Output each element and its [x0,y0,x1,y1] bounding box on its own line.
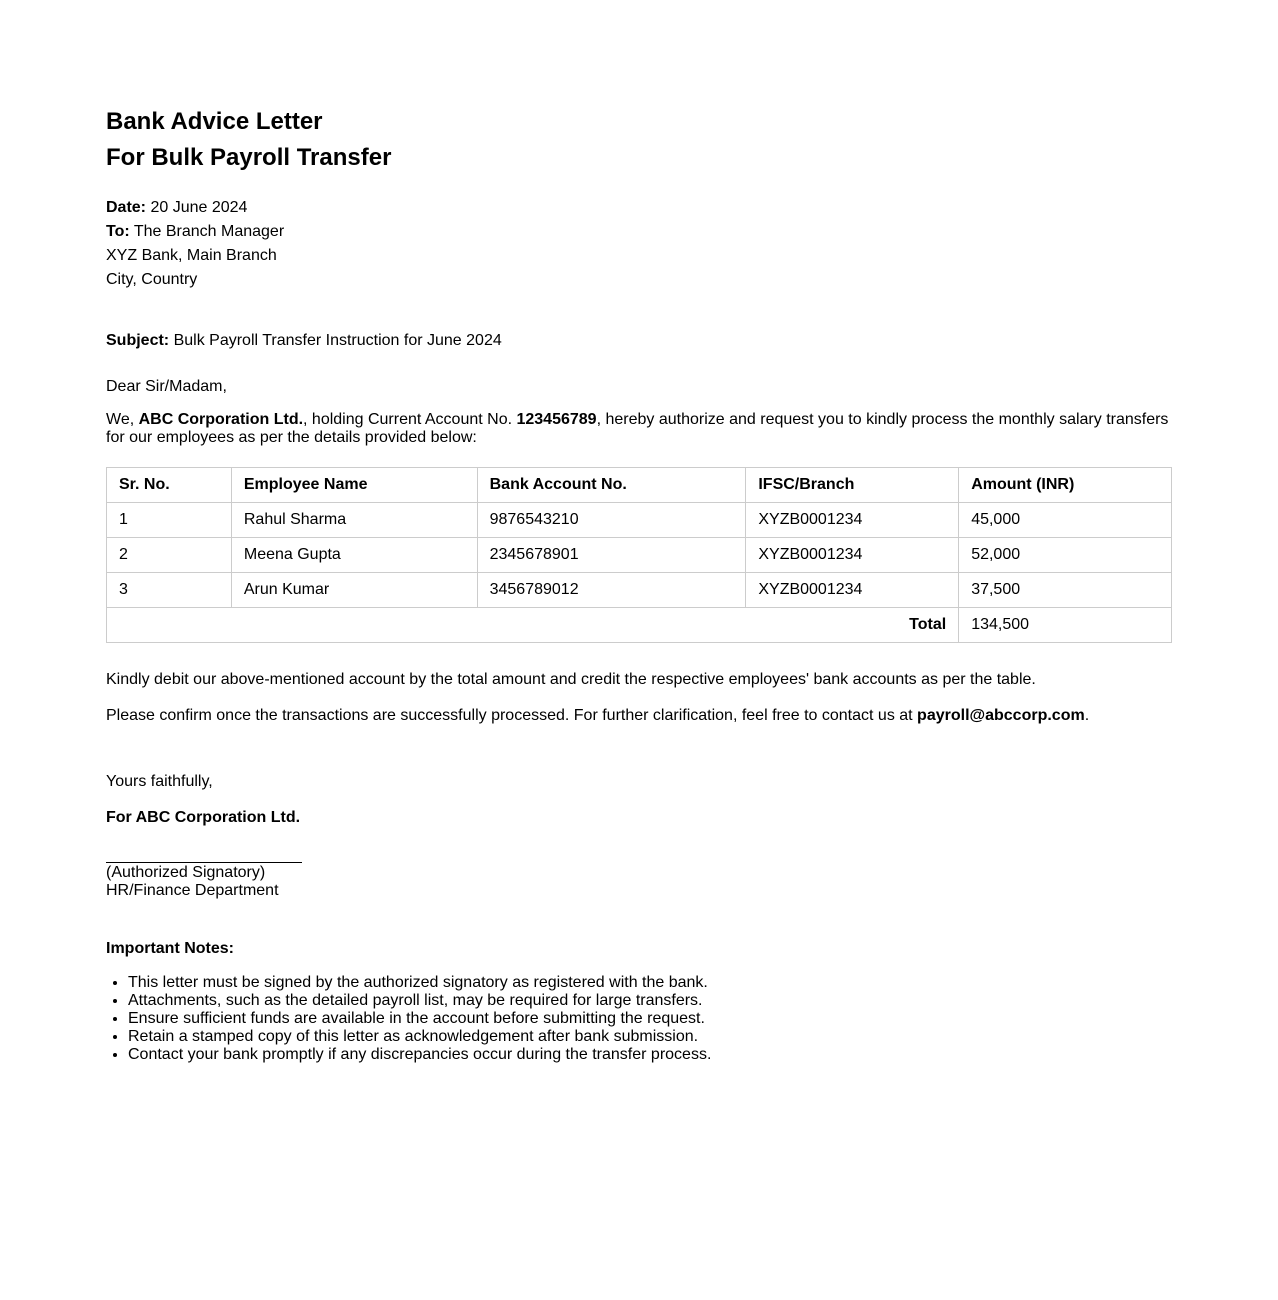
title-line-2: For Bulk Payroll Transfer [106,144,392,171]
cell-ifsc: XYZB0001234 [746,573,959,608]
date-label: Date: [106,199,147,216]
list-item: • Retain a stamped copy of this letter as acknowledgement after bank submission. [128,1028,1172,1046]
cell-bank-account: 2345678901 [477,538,746,573]
confirm-text: Please confirm once the transactions are successfully processed. For further clarification, feel free to contact us at [106,707,918,724]
cell-sr-no: 1 [107,503,232,538]
list-item: • Ensure sufficient funds are available in the account before submitting the request. [128,1010,1172,1028]
bank-line: XYZ Bank, Main Branch [106,247,277,264]
cell-sr-no: 2 [107,538,232,573]
cell-sr-no: 3 [107,573,232,608]
subject-label: Subject: [106,332,170,349]
date-line [106,196,1172,220]
title-line-1: Bank Advice Letter [106,108,323,135]
city-line: City, Country [106,271,198,288]
letter-meta [106,196,1172,292]
cell-employee-name: Arun Kumar [231,573,477,608]
cell-employee-name: Meena Gupta [231,538,477,573]
contact-email: payroll@abccorp.com [917,707,1085,724]
cell-amount: 45,000 [959,503,1172,538]
for-company: For ABC Corporation Ltd. [106,809,301,826]
table-row [107,503,1172,538]
cell-amount: 37,500 [959,573,1172,608]
table-header-row [107,468,1172,503]
table-row [107,538,1172,573]
list-item: • This letter must be signed by the authorized signatory as registered with the bank. [128,974,1172,992]
header-amount: Amount (INR) [959,468,1172,503]
intro-text-1: We, [106,411,139,428]
date-value: 20 June 2024 [150,199,248,216]
confirm-end: . [1084,707,1090,724]
to-value: The Branch Manager [133,223,285,240]
total-value: 134,500 [959,608,1172,643]
notes-heading: Important Notes: [106,940,234,957]
signatory-label: (Authorized Signatory) [106,864,266,881]
cell-ifsc: XYZB0001234 [746,503,959,538]
intro-text-3: , hereby authorize and request you to kindly process the monthly salary transfers for our employees as per the details provided below: [106,411,1169,446]
greeting: Dear Sir/Madam, [106,378,227,395]
signature-block [106,864,1172,900]
to-line [106,220,1172,244]
table-row [107,573,1172,608]
header-ifsc-branch: IFSC/Branch [746,468,959,503]
notes-list [106,974,1172,1064]
cell-amount: 52,000 [959,538,1172,573]
cell-employee-name: Rahul Sharma [231,503,477,538]
total-label: Total [107,608,959,643]
company-name: ABC Corporation Ltd. [138,411,304,428]
signature-line [106,854,302,863]
department-label: HR/Finance Department [106,882,279,899]
intro-text-2: , holding Current Account No. [303,411,517,428]
table-total-row [107,608,1172,643]
subject-line [106,329,1172,353]
cell-ifsc: XYZB0001234 [746,538,959,573]
confirm-paragraph [106,707,1172,725]
account-number: 123456789 [516,411,597,428]
intro-paragraph [106,411,1172,447]
cell-bank-account: 9876543210 [477,503,746,538]
list-item: • Contact your bank promptly if any discrepancies occur during the transfer process. [128,1046,1172,1064]
list-item: • Attachments, such as the detailed payroll list, may be required for large transfers. [128,992,1172,1010]
cell-bank-account: 3456789012 [477,573,746,608]
debit-paragraph: Kindly debit our above-mentioned account by the total amount and credit the respective employees' bank accounts as per the table. [106,671,1036,688]
header-employee-name: Employee Name [231,468,477,503]
header-bank-account: Bank Account No. [477,468,746,503]
header-sr-no: Sr. No. [107,468,232,503]
to-label: To: [106,223,130,240]
closing: Yours faithfully, [106,773,213,790]
payroll-table [106,467,1172,643]
subject-value: Bulk Payroll Transfer Instruction for June 2024 [173,332,502,349]
